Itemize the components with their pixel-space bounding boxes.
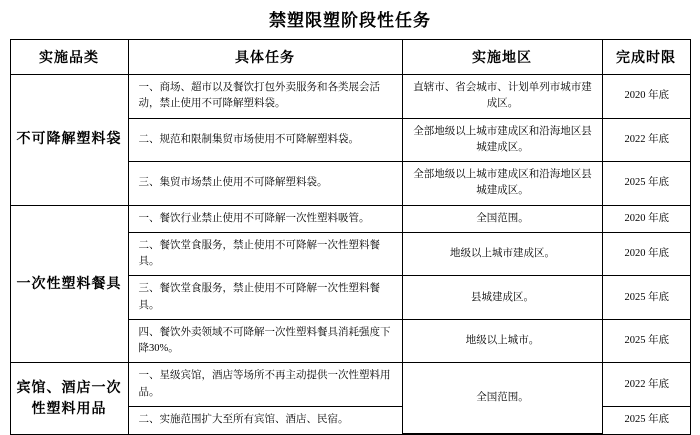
task-row <box>129 276 691 320</box>
deadline-text: 2022 年底 <box>603 363 691 406</box>
deadline-text: 2025 年底 <box>624 413 670 425</box>
region-text: 全国范围。 <box>403 206 603 233</box>
deadline-text: 2020 年底 <box>603 206 691 233</box>
table-row <box>10 363 690 434</box>
region-text: 全部地级以上城市建成区和沿海地区县城建成区。 <box>403 162 603 205</box>
table-row <box>10 75 690 206</box>
region-text: 全国范围。 <box>403 363 603 433</box>
column-header-category: 实施品类 <box>10 40 128 75</box>
table-header <box>10 40 690 75</box>
task-row <box>129 162 691 205</box>
task-text: 二、规范和限制集贸市场使用不可降解塑料袋。 <box>129 118 403 162</box>
task-text: 二、餐饮堂食服务，禁止使用不可降解一次性塑料餐具。 <box>129 232 403 276</box>
category-cell: 一次性塑料餐具 <box>10 205 128 363</box>
task-subtable <box>129 206 691 363</box>
region-text: 全部地级以上城市建成区和沿海地区县城建成区。 <box>403 118 603 162</box>
category-cell: 不可降解塑料袋 <box>10 75 128 206</box>
task-row <box>129 232 691 276</box>
task-text: 四、餐饮外卖领域不可降解一次性塑料餐具消耗强度下降30%。 <box>138 326 391 355</box>
task-text: 一、星级宾馆，酒店等场所不再主动提供一次性塑料用品。 <box>129 363 403 406</box>
task-row <box>129 363 691 406</box>
group-detail-cell <box>128 205 690 363</box>
deadline-text: 2022 年底 <box>603 118 691 162</box>
column-header-region: 实施地区 <box>402 40 602 75</box>
deadline-text: 2025 年底 <box>603 276 691 320</box>
task-text: 一、餐饮行业禁止使用不可降解一次性塑料吸管。 <box>129 206 403 233</box>
table-header-row <box>10 40 690 75</box>
deadline-text: 2025 年底 <box>624 335 670 347</box>
group-detail-cell <box>128 363 690 434</box>
group-detail-cell <box>128 75 690 206</box>
deadline-text: 2020 年底 <box>603 75 691 118</box>
task-row <box>129 75 691 118</box>
deadline-text: 2020 年底 <box>603 232 691 276</box>
task-text: 一、商场、超市以及餐饮打包外卖服务和各类展会活动，禁止使用不可降解塑料袋。 <box>129 75 403 118</box>
region-text: 地级以上城市建成区。 <box>403 232 603 276</box>
table-body <box>10 75 690 435</box>
task-text: 三、餐饮堂食服务，禁止使用不可降解一次性塑料餐具。 <box>129 276 403 320</box>
table-row <box>10 205 690 363</box>
column-header-task: 具体任务 <box>128 40 402 75</box>
page-title: 禁塑限塑阶段性任务 <box>269 11 431 30</box>
task-row <box>129 118 691 162</box>
plastic-ban-task-table <box>10 39 691 435</box>
task-text: 三、集贸市场禁止使用不可降解塑料袋。 <box>138 177 328 189</box>
region-text: 县城建成区。 <box>403 276 603 320</box>
task-row <box>129 206 691 233</box>
task-row <box>129 319 691 362</box>
task-subtable <box>129 363 691 433</box>
task-text: 二、实施范围扩大至所有宾馆、酒店、民宿。 <box>138 413 349 425</box>
column-header-deadline: 完成时限 <box>602 40 690 75</box>
deadline-text: 2025 年底 <box>624 177 670 189</box>
region-text: 地级以上城市。 <box>403 319 603 362</box>
region-text: 直辖市、省会城市、计划单列市城市建成区。 <box>403 75 603 118</box>
task-subtable <box>129 75 691 205</box>
category-cell: 宾馆、酒店一次性塑料用品 <box>10 363 128 434</box>
